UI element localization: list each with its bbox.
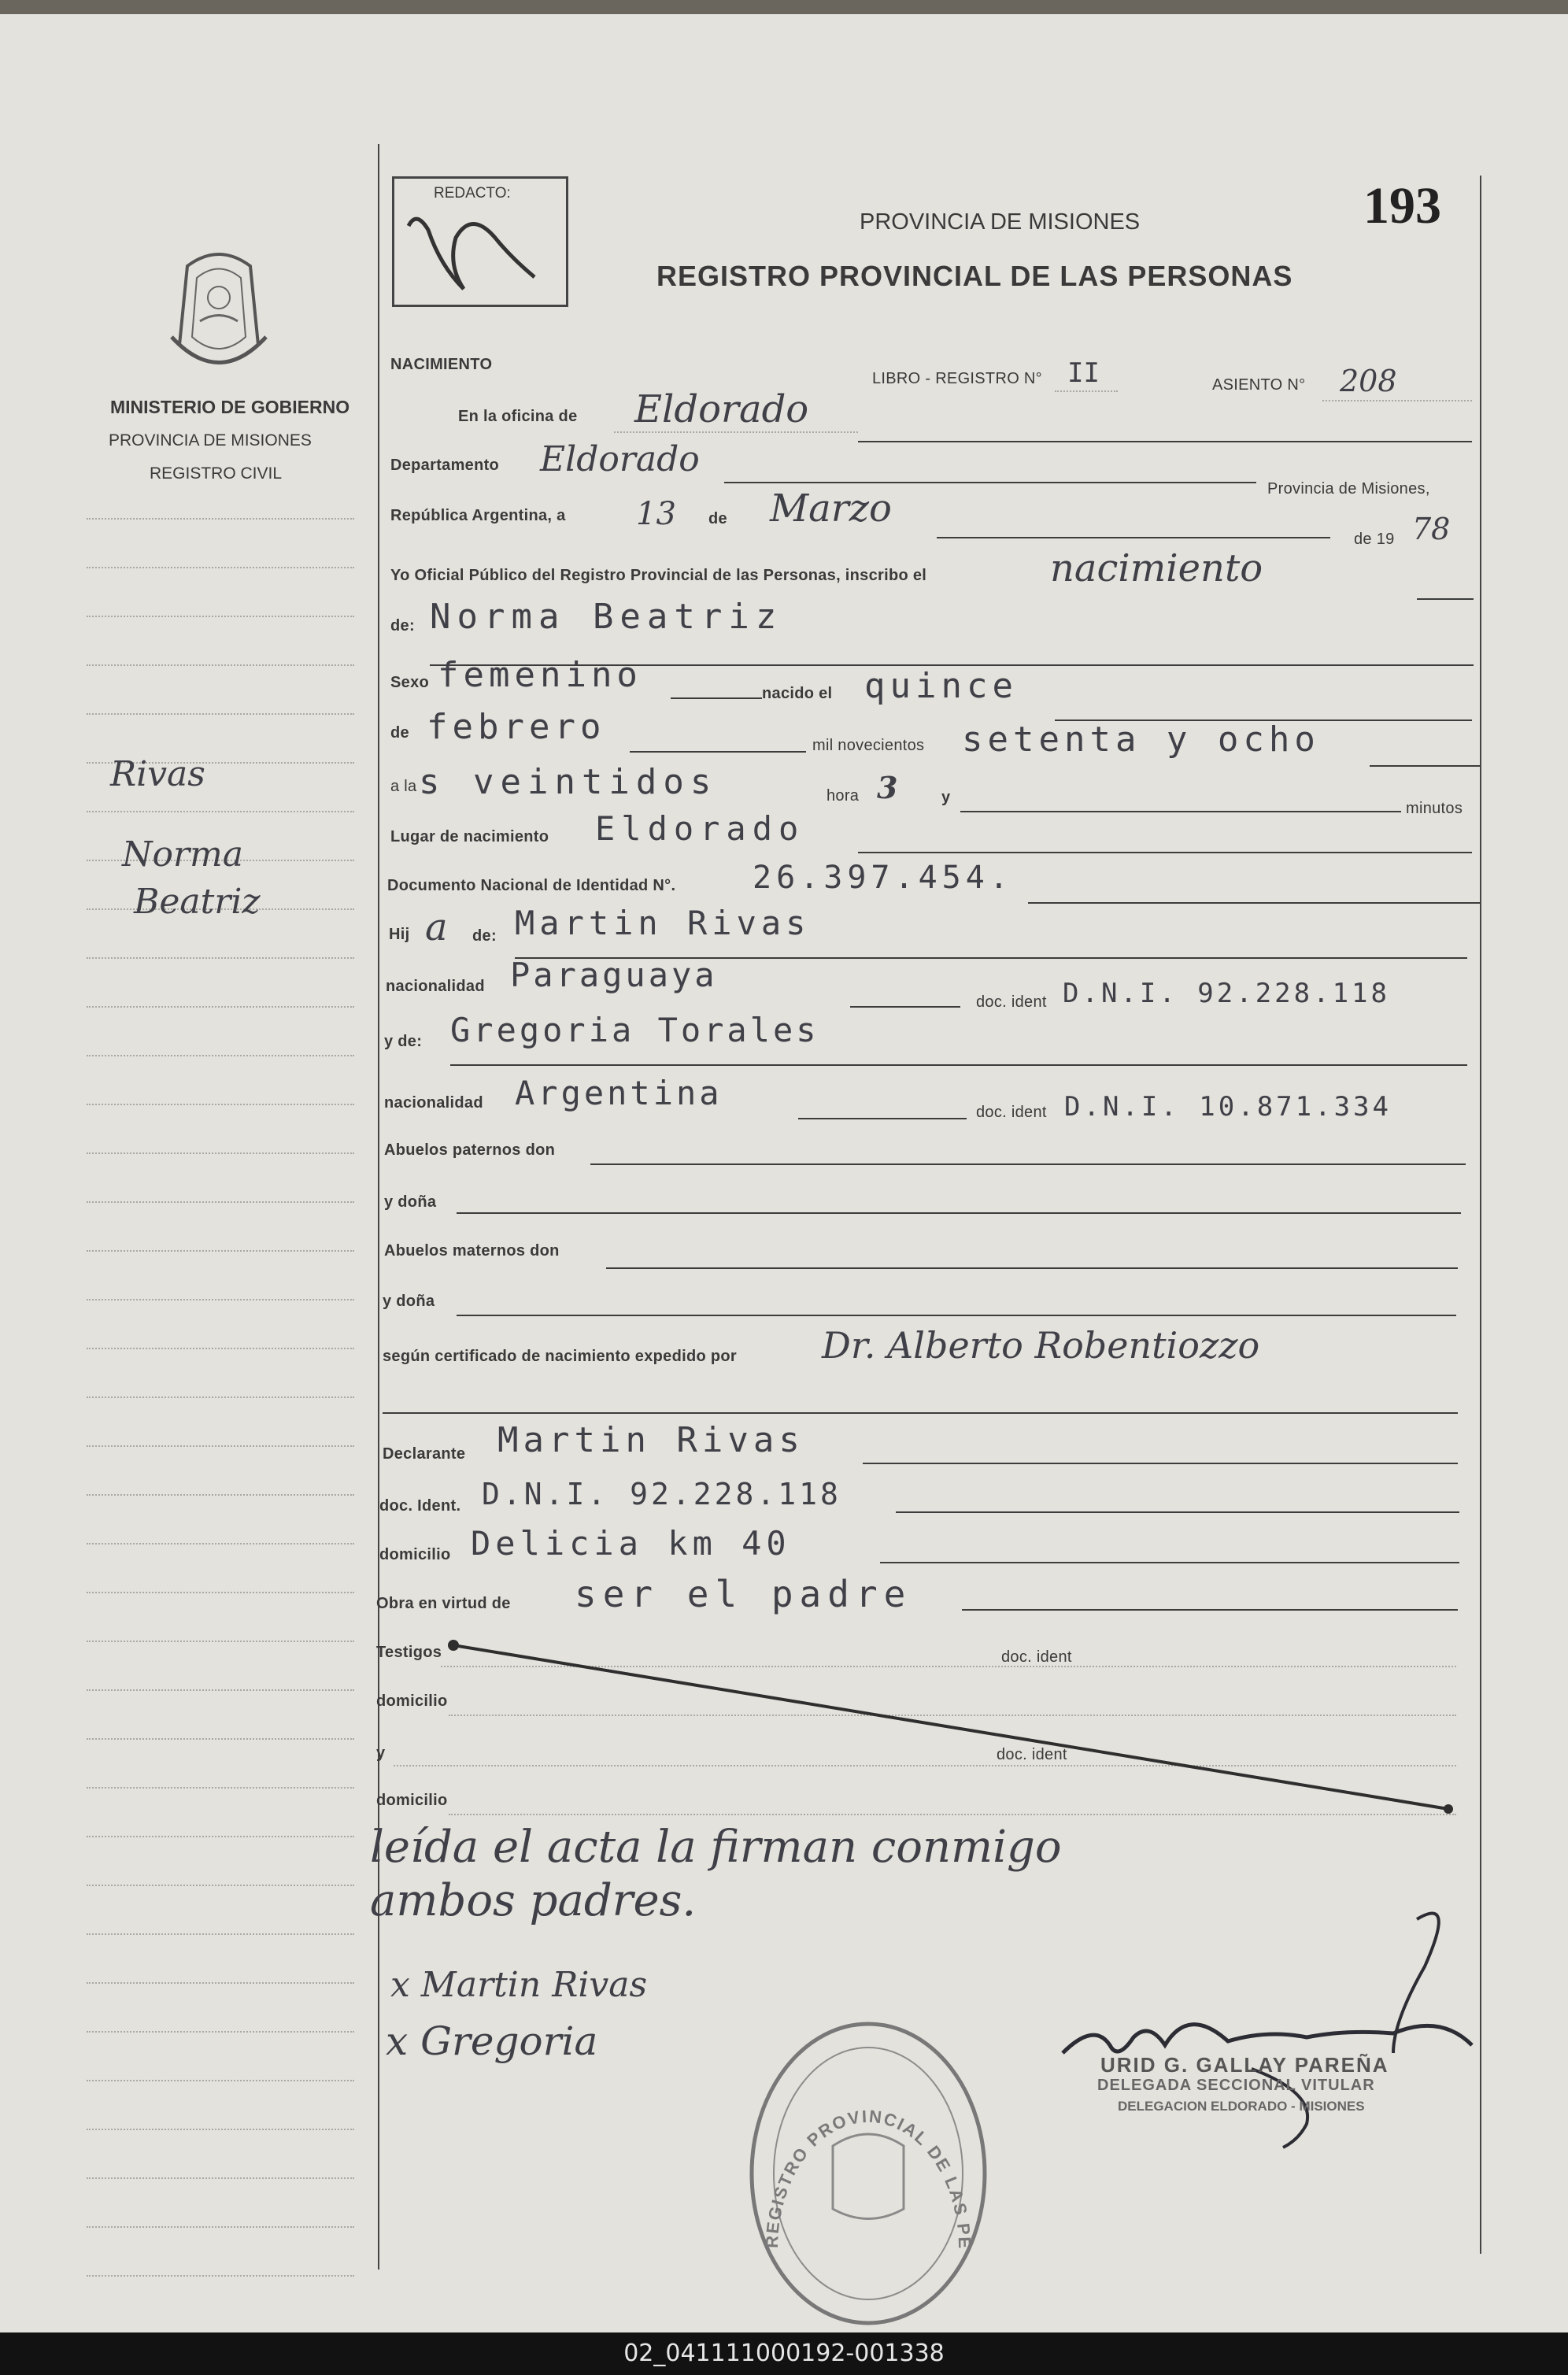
domicilio-label-testigo-2: domicilio — [376, 1792, 448, 1809]
ministry-label: MINISTERIO DE GOBIERNO — [110, 397, 350, 417]
padre-nac-value: Paraguaya — [510, 956, 718, 994]
anio-value: 78 — [1412, 512, 1451, 546]
doc-ident-label-madre: doc. ident — [976, 1104, 1047, 1121]
lugar-value: Eldorado — [595, 809, 805, 848]
certificado-value: Dr. Alberto Robentiozzo — [822, 1324, 1260, 1367]
declarante-doc-value: D.N.I. 92.228.118 — [482, 1477, 841, 1511]
scan-footer-code: 02_041111000192-001338 — [0, 2332, 1568, 2375]
nacionalidad-label-madre: nacionalidad — [384, 1094, 483, 1112]
abuelos-maternos-label: Abuelos maternos don — [384, 1242, 560, 1260]
scanner-top-edge — [0, 0, 1568, 14]
oficina-label: En la oficina de — [458, 408, 578, 425]
round-stamp — [738, 1996, 990, 2327]
margin-note-line-1: Rivas — [110, 754, 205, 794]
madre-nac-value: Argentina — [515, 1074, 723, 1112]
doc-ident-label-padre: doc. ident — [976, 993, 1047, 1011]
abuelos-paternos-label: Abuelos paternos don — [384, 1141, 556, 1159]
hijo-de-label: de: — [472, 927, 497, 945]
closing-note-line-1: leída el acta la firman conmigo — [370, 1822, 1062, 1873]
padre-value: Martin Rivas — [515, 904, 811, 942]
mes-nac-value: febrero — [427, 707, 606, 747]
republica-label: República Argentina, a — [390, 507, 566, 524]
hijo-gender: a — [425, 905, 448, 949]
madre-doc-value: D.N.I. 10.871.334 — [1064, 1091, 1392, 1123]
redacto-label: REDACTO: — [434, 185, 511, 202]
y-label: y — [941, 789, 951, 806]
svg-text:REGISTRO PROVINCIAL DE LAS PER — [738, 1996, 974, 2250]
official-stamp-office: DELEGACION ELDORADO - MISIONES — [1118, 2099, 1365, 2114]
sexo-value: femenino — [438, 655, 642, 695]
domicilio-label-testigo-1: domicilio — [376, 1692, 448, 1710]
departamento-label: Departamento — [390, 457, 500, 474]
mil-label: mil novecientos — [812, 737, 925, 754]
nombre-value: Norma Beatriz — [430, 597, 783, 637]
oficina-value: Eldorado — [634, 387, 809, 431]
domicilio-value: Delicia km 40 — [471, 1524, 791, 1563]
inscribo-value: nacimiento — [1050, 546, 1263, 590]
page-number: 193 — [1363, 177, 1441, 235]
y-dona-label-1: y doña — [384, 1193, 437, 1211]
asiento-label: ASIENTO N° — [1212, 376, 1306, 394]
section-label: NACIMIENTO — [390, 356, 493, 373]
testigos-label: Testigos — [376, 1644, 442, 1661]
official-stamp-title: DELEGADA SECCIONAL VITULAR — [1097, 2077, 1375, 2094]
hora-label: hora — [827, 787, 860, 805]
asiento-value: 208 — [1340, 364, 1397, 398]
a-las-label: a la — [390, 778, 417, 795]
mes-value: Marzo — [770, 486, 892, 531]
hora-value: s veintidos — [419, 762, 718, 802]
provincia-suffix: Provincia de Misiones, — [1267, 480, 1430, 498]
y-dona-label-2: y doña — [383, 1293, 435, 1310]
departamento-value: Eldorado — [540, 439, 700, 479]
document-page — [0, 14, 1568, 2332]
dia-value: 13 — [636, 496, 676, 532]
libro-label: LIBRO - REGISTRO N° — [872, 370, 1042, 387]
signature-mother: x Gregoria — [386, 2018, 598, 2064]
round-stamp-text: REGISTRO PROVINCIAL DE LAS PERSONAS — [738, 1996, 975, 2251]
nacionalidad-label-padre: nacionalidad — [386, 978, 485, 995]
declarante-label: Declarante — [383, 1445, 466, 1463]
sexo-label: Sexo — [390, 674, 430, 691]
de-label-3: de — [390, 724, 409, 742]
official-signature — [1047, 1903, 1488, 2155]
margin-note-line-3: Beatriz — [134, 882, 261, 922]
domicilio-label-declarante: domicilio — [379, 1546, 451, 1563]
obra-value: ser el padre — [575, 1573, 912, 1615]
anio-prefix: de 19 — [1354, 531, 1395, 548]
y-label-testigo: y — [376, 1744, 386, 1762]
libro-value: II — [1067, 357, 1100, 389]
de-label: de — [708, 510, 727, 527]
obra-label: Obra en virtud de — [376, 1595, 511, 1612]
header-province: PROVINCIA DE MISIONES — [860, 209, 1141, 235]
anio-nac-value: setenta y ocho — [962, 720, 1320, 760]
minutos-label: minutos — [1406, 800, 1463, 817]
doc-ident-label-testigo-2: doc. ident — [997, 1746, 1067, 1763]
de-label-2: de: — [390, 617, 415, 634]
nacido-label: nacido el — [762, 685, 833, 702]
doc-ident-label-testigo-1: doc. ident — [1001, 1648, 1072, 1666]
hora-num: 3 — [877, 770, 898, 805]
madre-value: Gregoria Torales — [450, 1011, 819, 1049]
nacido-value: quince — [864, 666, 1018, 706]
oficial-text: Yo Oficial Público del Registro Provincial de las Personas, inscribo el — [390, 567, 927, 584]
declarante-value: Martin Rivas — [497, 1420, 804, 1460]
province-label-left: PROVINCIA DE MISIONES — [109, 431, 312, 449]
margin-note-line-2: Norma — [122, 834, 243, 875]
certificado-label: según certificado de nacimiento expedido por — [383, 1348, 737, 1365]
lugar-label: Lugar de nacimiento — [390, 828, 549, 845]
header-registry: REGISTRO PROVINCIAL DE LAS PERSONAS — [656, 260, 1293, 292]
dni-label: Documento Nacional de Identidad N°. — [387, 877, 676, 894]
official-stamp-name: URID G. GALLAY PAREÑA — [1100, 2053, 1389, 2077]
signature-father: x Martin Rivas — [390, 1965, 648, 2005]
y-de-label: y de: — [384, 1033, 423, 1050]
registry-label-left: REGISTRO CIVIL — [150, 464, 283, 483]
hijo-label: Hij — [389, 926, 410, 943]
dni-value: 26.397.454. — [753, 860, 1013, 896]
padre-doc-value: D.N.I. 92.228.118 — [1063, 978, 1390, 1009]
doc-ident-label-declarante: doc. Ident. — [379, 1497, 461, 1515]
closing-note-line-2: ambos padres. — [370, 1875, 697, 1926]
